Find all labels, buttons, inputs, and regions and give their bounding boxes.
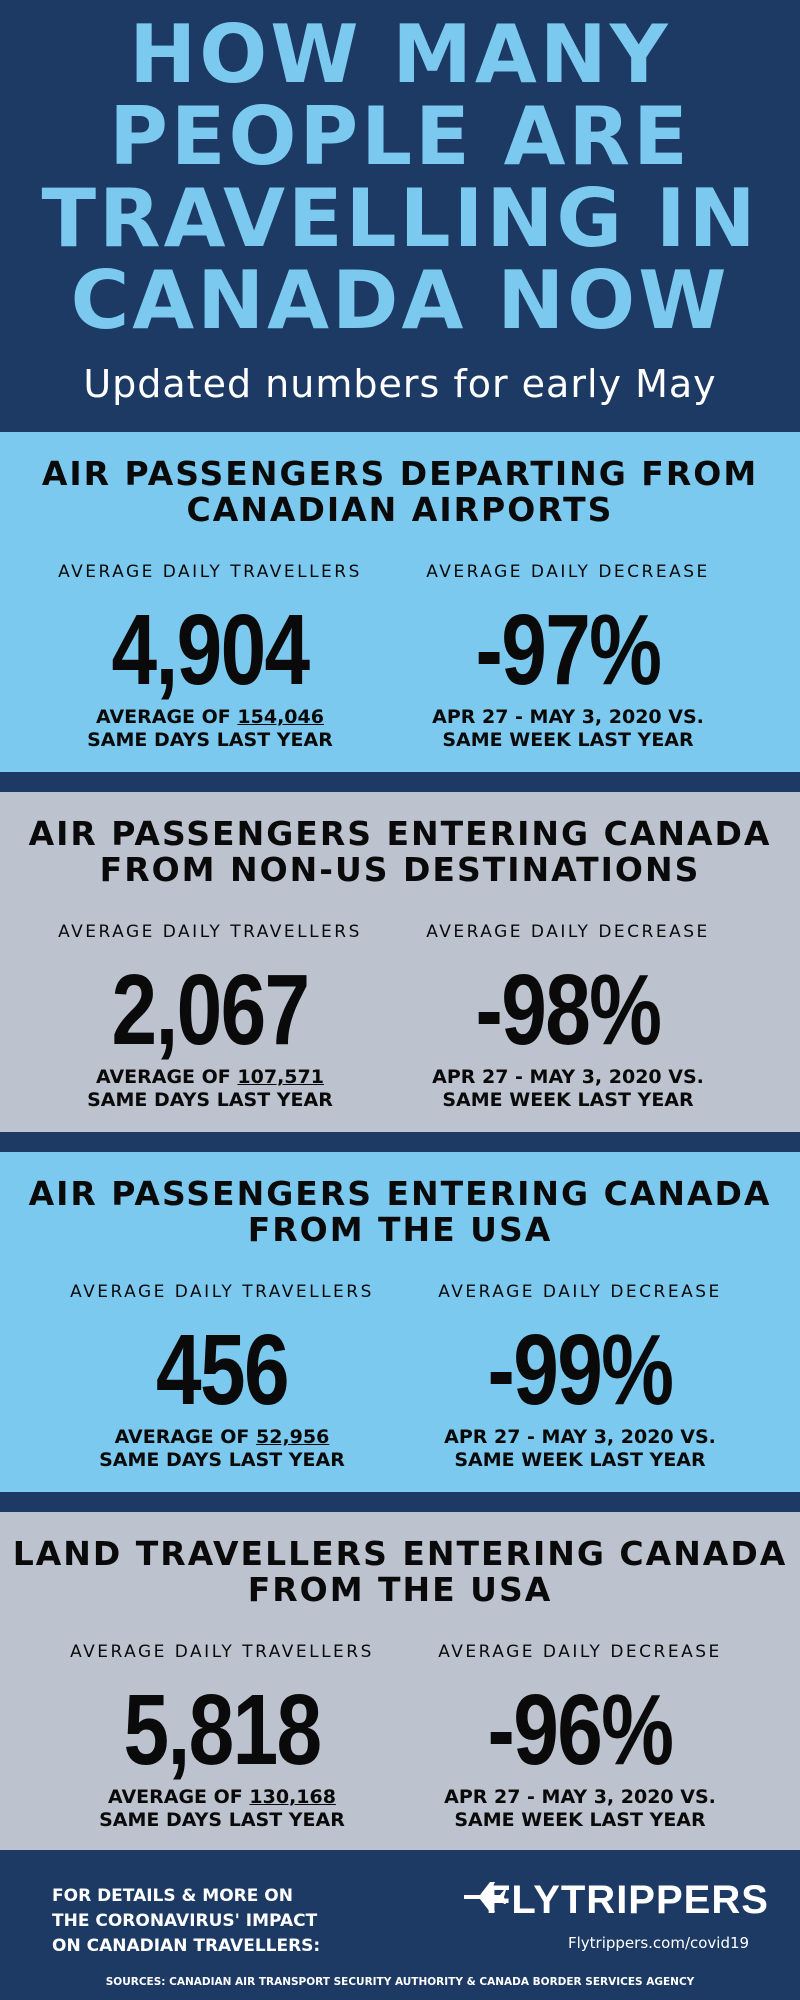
last-year-value: 52,956 <box>256 1426 330 1448</box>
travellers-label: AVERAGE DAILY TRAVELLERS <box>58 922 362 942</box>
section-air-departing <box>0 432 800 772</box>
note-prefix: AVERAGE OF <box>96 706 238 728</box>
section-air-entering-non-us <box>0 792 800 1132</box>
note-line: SAME DAYS LAST YEAR <box>87 729 333 751</box>
travellers-label: AVERAGE DAILY TRAVELLERS <box>70 1282 374 1302</box>
section-title <box>0 456 800 528</box>
decrease-note <box>378 1066 758 1112</box>
section-air-entering-usa <box>0 1152 800 1492</box>
travellers-column <box>20 922 400 1112</box>
cta-line: THE CORONAVIRUS' IMPACT <box>52 1911 318 1931</box>
title-line: HOW MANY <box>129 8 671 101</box>
section-title-line: AIR PASSENGERS DEPARTING FROM <box>41 454 759 493</box>
note-line: SAME DAYS LAST YEAR <box>99 1809 345 1831</box>
section-title-line: FROM THE USA <box>247 1210 553 1249</box>
header <box>0 0 800 432</box>
last-year-value: 154,046 <box>237 706 324 728</box>
section-title-line: AIR PASSENGERS ENTERING CANADA <box>28 814 772 853</box>
section-title <box>0 1536 800 1608</box>
travellers-note <box>32 1786 412 1832</box>
title-line: CANADA NOW <box>70 254 730 347</box>
section-title-line: FROM THE USA <box>247 1570 553 1609</box>
travellers-value: 456 <box>156 1314 288 1426</box>
note-line: SAME WEEK LAST YEAR <box>442 729 694 751</box>
travellers-value: 4,904 <box>111 594 309 706</box>
section-title <box>0 1176 800 1248</box>
note-line: APR 27 - MAY 3, 2020 VS. <box>444 1786 716 1808</box>
section-title-line: CANADIAN AIRPORTS <box>186 490 614 529</box>
note-line: SAME WEEK LAST YEAR <box>454 1449 706 1471</box>
decrease-value: -99% <box>487 1314 673 1426</box>
footer <box>0 1850 800 2000</box>
footer-cta <box>52 1884 352 1959</box>
decrease-value: -98% <box>475 954 661 1066</box>
page-title <box>0 8 800 347</box>
sources-note: SOURCES: CANADIAN AIR TRANSPORT SECURITY AUTHORITY & CANADA BORDER SERVICES AGENCY <box>105 1976 695 1988</box>
travellers-value: 5,818 <box>123 1674 321 1786</box>
flytrippers-logo[interactable] <box>462 1878 769 1928</box>
note-prefix: AVERAGE OF <box>96 1066 238 1088</box>
footer-link[interactable]: Flytrippers.com/covid19 <box>568 1934 750 1952</box>
section-title <box>0 816 800 888</box>
note-line: SAME WEEK LAST YEAR <box>454 1809 706 1831</box>
note-line: SAME DAYS LAST YEAR <box>99 1449 345 1471</box>
cta-line: FOR DETAILS & MORE ON <box>52 1886 293 1906</box>
decrease-note <box>390 1426 770 1472</box>
logo-text: FLYTRIPPERS <box>486 1878 769 1922</box>
travellers-note <box>20 1066 400 1112</box>
last-year-value: 130,168 <box>249 1786 336 1808</box>
travellers-column <box>20 562 400 752</box>
title-line: PEOPLE ARE <box>109 90 691 183</box>
note-line: APR 27 - MAY 3, 2020 VS. <box>432 706 704 728</box>
decrease-label: AVERAGE DAILY DECREASE <box>426 922 710 942</box>
decrease-label: AVERAGE DAILY DECREASE <box>438 1642 722 1662</box>
note-line: SAME WEEK LAST YEAR <box>442 1089 694 1111</box>
travellers-note <box>32 1426 412 1472</box>
title-line: TRAVELLING IN <box>41 172 759 265</box>
section-title-line: LAND TRAVELLERS ENTERING CANADA <box>12 1534 788 1573</box>
section-land-entering-usa <box>0 1512 800 1852</box>
note-line: APR 27 - MAY 3, 2020 VS. <box>444 1426 716 1448</box>
decrease-note <box>378 706 758 752</box>
section-title-line: FROM NON-US DESTINATIONS <box>99 850 701 889</box>
decrease-column <box>378 922 758 1112</box>
travellers-label: AVERAGE DAILY TRAVELLERS <box>70 1642 374 1662</box>
travellers-value: 2,067 <box>111 954 309 1066</box>
travellers-label: AVERAGE DAILY TRAVELLERS <box>58 562 362 582</box>
decrease-column <box>378 562 758 752</box>
note-prefix: AVERAGE OF <box>114 1426 257 1448</box>
travellers-column <box>32 1642 412 1832</box>
page-subtitle: Updated numbers for early May <box>83 362 717 406</box>
travellers-column <box>32 1282 412 1472</box>
note-prefix: AVERAGE OF <box>108 1786 250 1808</box>
cta-line: ON CANADIAN TRAVELLERS: <box>52 1936 321 1956</box>
decrease-value: -96% <box>487 1674 673 1786</box>
decrease-label: AVERAGE DAILY DECREASE <box>426 562 710 582</box>
decrease-value: -97% <box>475 594 661 706</box>
travellers-note <box>20 706 400 752</box>
note-line: APR 27 - MAY 3, 2020 VS. <box>432 1066 704 1088</box>
decrease-column <box>390 1642 770 1832</box>
section-title-line: AIR PASSENGERS ENTERING CANADA <box>28 1174 772 1213</box>
decrease-note <box>390 1786 770 1832</box>
note-line: SAME DAYS LAST YEAR <box>87 1089 333 1111</box>
last-year-value: 107,571 <box>237 1066 324 1088</box>
decrease-column <box>390 1282 770 1472</box>
decrease-label: AVERAGE DAILY DECREASE <box>438 1282 722 1302</box>
